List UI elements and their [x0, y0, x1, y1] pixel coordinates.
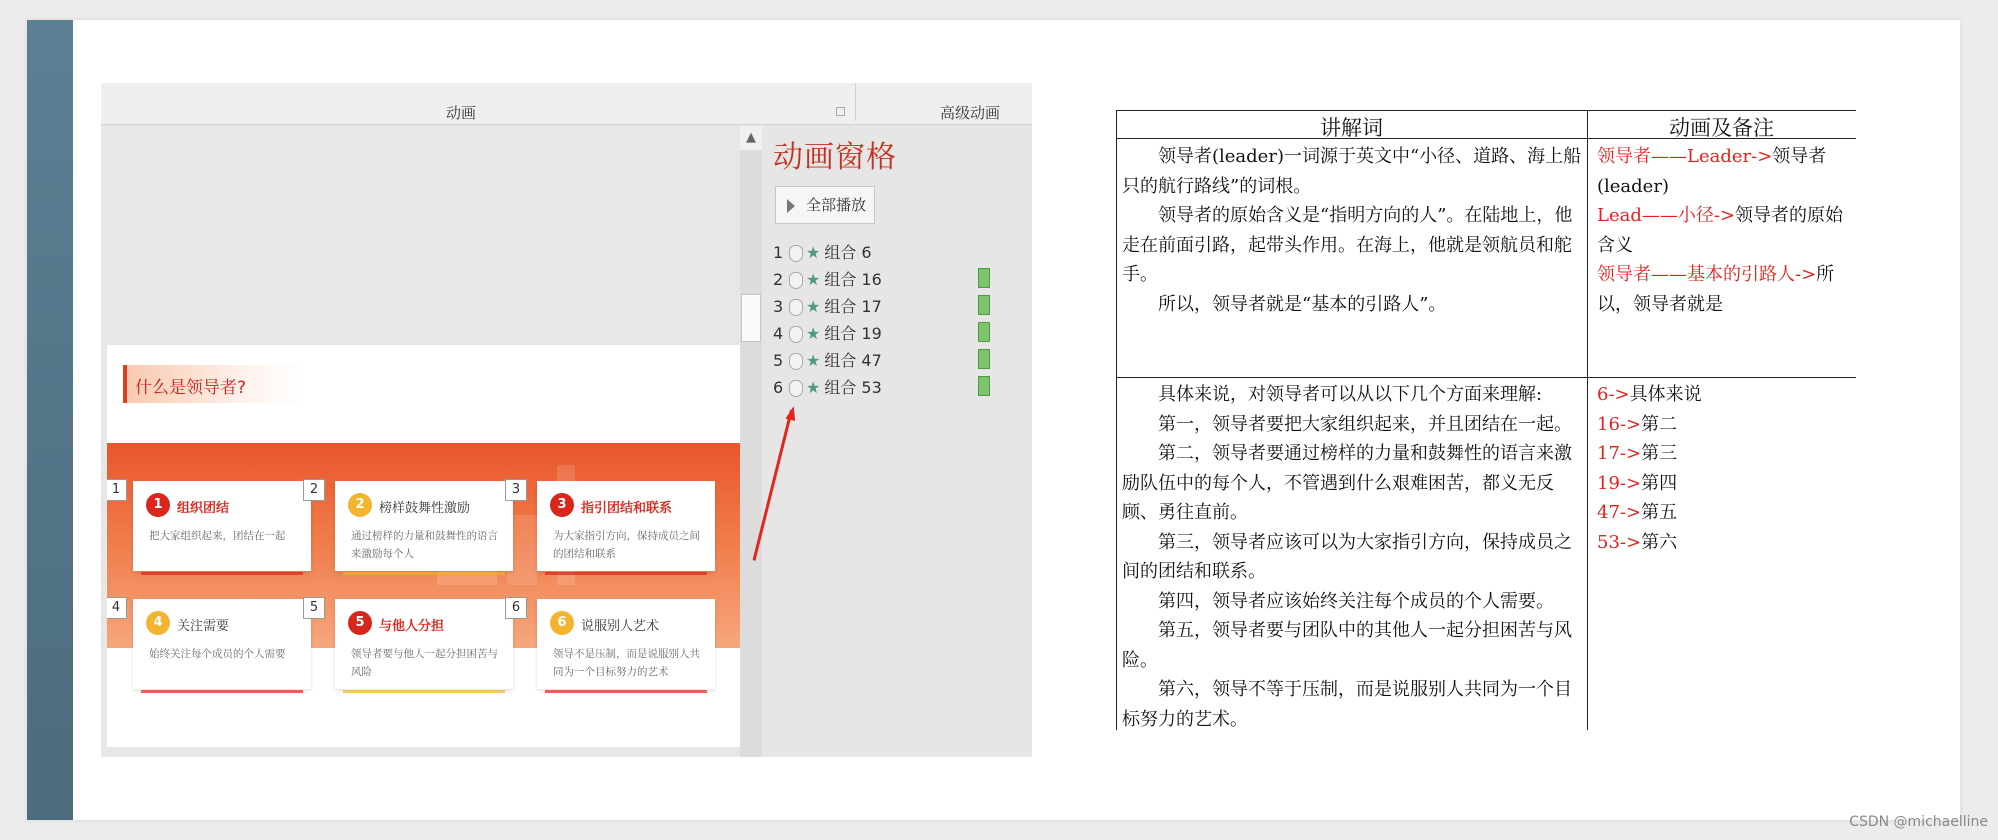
animation-order: 3	[773, 297, 784, 316]
card-underline	[545, 690, 707, 693]
note-line	[1597, 410, 1852, 440]
card-title: 关注需要	[177, 619, 230, 634]
animation-pane	[762, 126, 1032, 757]
mouse-click-icon	[789, 353, 803, 370]
mouse-click-icon	[789, 245, 803, 262]
card-underline	[343, 690, 505, 693]
animation-tag[interactable]: 1	[107, 479, 127, 501]
card-number: 1	[146, 493, 170, 517]
header-animation-notes: 动画及备注	[1669, 116, 1774, 140]
note-text: 所以，领导者就是	[1597, 264, 1835, 315]
note-trigger: 16->	[1597, 413, 1642, 435]
note-line	[1597, 528, 1852, 558]
script-paragraph: 领导者的原始含义是“指明方向的人”。在陆地上，他走在前面引路，起带头作用。在海上，他就是领航员和舵手。	[1122, 205, 1573, 285]
animation-label: 组合 17	[824, 297, 882, 316]
card-title: 与他人分担	[379, 619, 445, 634]
star-icon: ★	[806, 297, 821, 316]
note-trigger: 6->	[1597, 384, 1630, 405]
script-paragraph: 领导者(leader)一词源于英文中“小径、道路、海上船只的航行路线”的词根。	[1122, 146, 1582, 197]
animation-order: 5	[773, 351, 784, 370]
note-line	[1597, 260, 1852, 319]
note-text: 第三	[1641, 443, 1678, 464]
table-top-border	[1116, 110, 1856, 111]
note-trigger: Lead——小径->	[1597, 205, 1736, 226]
star-icon: ★	[806, 378, 821, 397]
note-text: 具体来说	[1629, 384, 1702, 405]
animation-label: 组合 47	[824, 351, 882, 370]
animation-item[interactable]	[773, 375, 882, 399]
note-trigger: 53->	[1597, 531, 1642, 553]
animation-label: 组合 16	[824, 270, 882, 289]
script-paragraph: 第二，领导者要通过榜样的力量和鼓舞性的语言来激励队伍中的每个人，不管遇到什么艰难困苦，都义无反顾、勇往直前。	[1122, 443, 1572, 523]
timeline-bar[interactable]	[978, 349, 990, 369]
note-line	[1597, 201, 1852, 260]
accent-bar	[27, 20, 73, 820]
animation-label: 组合 6	[824, 243, 872, 262]
note-trigger: 19->	[1597, 472, 1642, 494]
note-text: 第六	[1641, 531, 1678, 553]
row2-notes-cell	[1597, 380, 1852, 557]
powerpoint-screenshot	[101, 83, 1032, 757]
note-text: 第二	[1641, 413, 1678, 435]
note-text: 第五	[1641, 502, 1678, 523]
ribbon-divider	[855, 83, 856, 121]
animation-tag[interactable]: 2	[303, 479, 325, 501]
animation-order: 2	[773, 270, 784, 289]
animation-tag[interactable]: 3	[505, 479, 527, 501]
scroll-up-icon[interactable]: ▲	[740, 126, 762, 150]
card-5[interactable]	[335, 599, 513, 689]
row1-notes-cell	[1597, 142, 1852, 319]
animation-tag[interactable]: 6	[505, 597, 527, 619]
table-left-border	[1116, 110, 1117, 730]
card-4[interactable]	[133, 599, 311, 689]
animation-order: 6	[773, 378, 784, 397]
script-paragraph: 第六，领导不等于压制，而是说服别人共同为一个目标努力的艺术。	[1122, 679, 1572, 730]
note-line	[1597, 439, 1852, 469]
card-description: 始终关注每个成员的个人需要	[149, 648, 286, 660]
vertical-scrollbar[interactable]	[740, 126, 762, 757]
animation-item[interactable]	[773, 240, 872, 264]
timeline-bar[interactable]	[978, 322, 990, 342]
script-paragraph: 第四，领导者应该始终关注每个成员的个人需要。	[1158, 590, 1554, 612]
animation-item[interactable]	[773, 321, 882, 345]
card-2[interactable]	[335, 481, 513, 571]
note-trigger: 领导者——Leader->	[1597, 146, 1773, 167]
card-title: 指引团结和联系	[581, 501, 673, 516]
script-paragraph: 第五，领导者要与团队中的其他人一起分担困苦与风险。	[1122, 620, 1572, 671]
card-title: 说服别人艺术	[581, 619, 660, 634]
scroll-thumb[interactable]	[741, 294, 761, 342]
card-title: 组织团结	[177, 501, 230, 516]
animation-order: 4	[773, 324, 784, 343]
table-column-divider	[1587, 110, 1588, 730]
star-icon: ★	[806, 351, 821, 370]
mouse-click-icon	[789, 380, 803, 397]
card-number: 6	[550, 611, 574, 635]
card-1[interactable]	[133, 481, 311, 571]
note-trigger: 17->	[1597, 443, 1642, 464]
watermark: CSDN @michaelline	[1849, 814, 1988, 830]
mouse-click-icon	[789, 272, 803, 289]
note-line	[1597, 469, 1852, 499]
ribbon-group-animation[interactable]: 动画	[446, 104, 477, 122]
play-all-button[interactable]	[775, 186, 875, 224]
card-6[interactable]	[537, 599, 715, 689]
card-description: 领导不是压制，而是说服别人共同为一个目标努力的艺术	[553, 648, 700, 678]
timeline-bar[interactable]	[978, 295, 990, 315]
card-description: 通过榜样的力量和鼓舞性的语言来激励每个人	[351, 530, 498, 560]
script-table	[1116, 110, 1856, 730]
note-line	[1597, 142, 1852, 201]
header-script: 讲解词	[1320, 116, 1383, 140]
pane-title: 动画窗格	[773, 140, 897, 175]
card-description: 领导者要与他人一起分担困苦与风险	[351, 648, 498, 678]
card-underline	[545, 572, 707, 575]
card-3[interactable]	[537, 481, 715, 571]
card-number: 4	[146, 611, 170, 635]
card-title: 榜样鼓舞性激励	[379, 501, 471, 516]
slide-preview[interactable]	[107, 345, 740, 747]
card-number: 3	[550, 493, 574, 517]
script-paragraph: 具体来说，对领导者可以从以下几个方面来理解:	[1158, 384, 1543, 405]
card-number: 2	[348, 493, 372, 517]
animation-tag[interactable]: 4	[107, 597, 127, 619]
note-line	[1597, 380, 1852, 410]
star-icon: ★	[806, 270, 821, 289]
note-line	[1597, 498, 1852, 528]
note-trigger: 47->	[1597, 502, 1642, 523]
dialog-launcher-icon[interactable]	[836, 107, 845, 116]
ribbon	[101, 83, 1032, 125]
play-icon	[787, 199, 795, 213]
ribbon-group-advanced-animation[interactable]: 高级动画	[940, 104, 1001, 122]
mouse-click-icon	[789, 326, 803, 343]
animation-item[interactable]	[773, 294, 882, 318]
mouse-click-icon	[789, 299, 803, 316]
animation-tag[interactable]: 5	[303, 597, 325, 619]
timeline-bar[interactable]	[978, 268, 990, 288]
animation-label: 组合 53	[824, 378, 882, 397]
script-paragraph: 所以，领导者就是“基本的引路人”。	[1158, 293, 1447, 315]
animation-item[interactable]	[773, 348, 882, 372]
animation-label: 组合 19	[824, 324, 882, 343]
row2-script-cell	[1122, 380, 1582, 734]
note-trigger: 领导者——基本的引路人->	[1597, 264, 1817, 285]
row1-script-cell	[1122, 142, 1582, 319]
card-number: 5	[348, 611, 372, 635]
play-all-label: 全部播放	[806, 196, 867, 214]
animation-order: 1	[773, 243, 784, 262]
table-row-border	[1116, 377, 1856, 378]
star-icon: ★	[806, 324, 821, 343]
card-underline	[141, 690, 303, 693]
star-icon: ★	[806, 243, 821, 262]
script-paragraph: 第三，领导者应该可以为大家指引方向，保持成员之间的团结和联系。	[1122, 531, 1572, 582]
note-text: 领导者的原始含义	[1597, 205, 1844, 256]
animation-item[interactable]	[773, 267, 882, 291]
card-underline	[343, 572, 505, 575]
timeline-bar[interactable]	[978, 376, 990, 396]
note-text: 第四	[1641, 472, 1678, 494]
card-description: 为大家指引方向，保持成员之间的团结和联系	[553, 530, 700, 560]
card-underline	[141, 572, 303, 575]
card-description: 把大家组织起来，团结在一起	[149, 530, 286, 542]
preview-title: 什么是领导者?	[135, 378, 247, 398]
script-paragraph: 第一，领导者要把大家组织起来，并且团结在一起。	[1158, 413, 1572, 435]
note-text: 领导者(leader)	[1597, 146, 1827, 197]
